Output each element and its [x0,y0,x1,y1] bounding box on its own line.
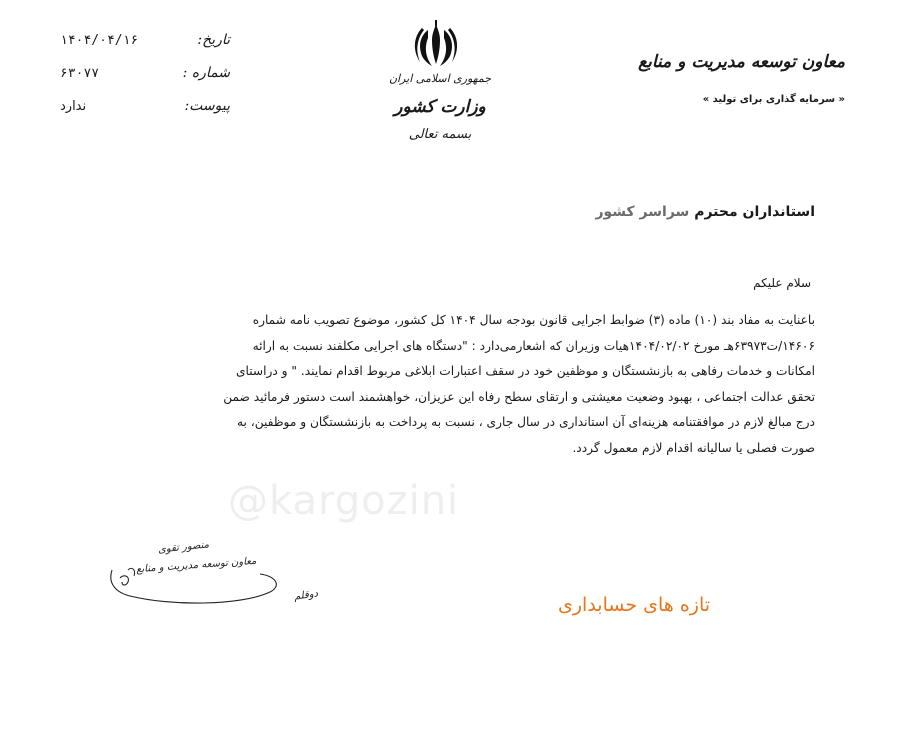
attachment-label: پیوست: [184,98,230,114]
department-title: معاون توسعه مدیریت و منابع [638,52,845,72]
body-line: باعنایت به مفاد بند (۱۰) ماده (۳) ضوابط اجرایی قانون بودجه سال ۱۴۰۴ کل کشور، موضوع تصویب نامه شماره [252,313,815,327]
signature-block [100,530,300,620]
department-heading [638,52,845,105]
date-value: ۱۴۰۴/۰۴/۱۶ [60,33,139,48]
invocation: بسمه تعالی [408,127,472,142]
number-label: شماره : [182,65,230,81]
ministry-name: وزارت کشور [394,97,486,117]
letter-meta [60,32,230,131]
body-line: امکانات و خدمات رفاهی به بازنشستگان و موظفین خود در سقف اعتبارات ابلاغی مربوط اقدام نمایند. " و دراستای [235,364,815,378]
signature-mark: دوقلم [293,588,319,603]
attachment-value: ندارد [60,99,87,114]
government-name: جمهوری اسلامی ایران [388,72,492,85]
department-slogan: « سرمایه گذاری برای تولید » [702,94,845,105]
addressee [595,204,815,220]
date-row [60,32,230,48]
watermark: @kargozini [228,478,460,524]
addressee-main: استانداران محترم [694,204,815,220]
greeting: سلام علیکم [753,276,811,290]
letter-body [68,308,815,461]
body-line: درج مبالغ لازم در موافقتنامه هزینه‌ای آن استانداری در سال جاری ، نسبت به پرداخت به بازنشستگان و موظفین، به [236,415,815,429]
signatory-title: معاون توسعه مدیریت و منابع [135,555,257,576]
source-caption: تازه های حسابداری [558,594,711,616]
signatory-name: منصور تقوی [157,539,210,556]
date-label: تاریخ: [197,32,230,48]
number-value: ۶۳۰۷۷ [60,66,100,81]
number-row [60,65,230,81]
addressee-rest: سراسر کشور [595,204,690,220]
body-line: صورت فصلی یا سالیانه اقدام لازم معمول گردد. [572,440,815,455]
body-line: ۱۴۶۰۶/ت۶۳۹۷۳هـ مورخ ۱۴۰۴/۰۲/۰۲هیات وزیران که اشعارمی‌دارد : "دستگاه های اجرایی مکلفند نسبت به ارائه [252,338,815,353]
government-heading [360,72,520,142]
body-line: تحقق عدالت اجتماعی ، بهبود وضعیت معیشتی و ارتقای سطح رفاه این عزیزان، خواهشمند است دستور فرمائید ضمن [223,389,815,404]
iran-emblem-icon [408,20,464,70]
attachment-row [60,98,230,114]
